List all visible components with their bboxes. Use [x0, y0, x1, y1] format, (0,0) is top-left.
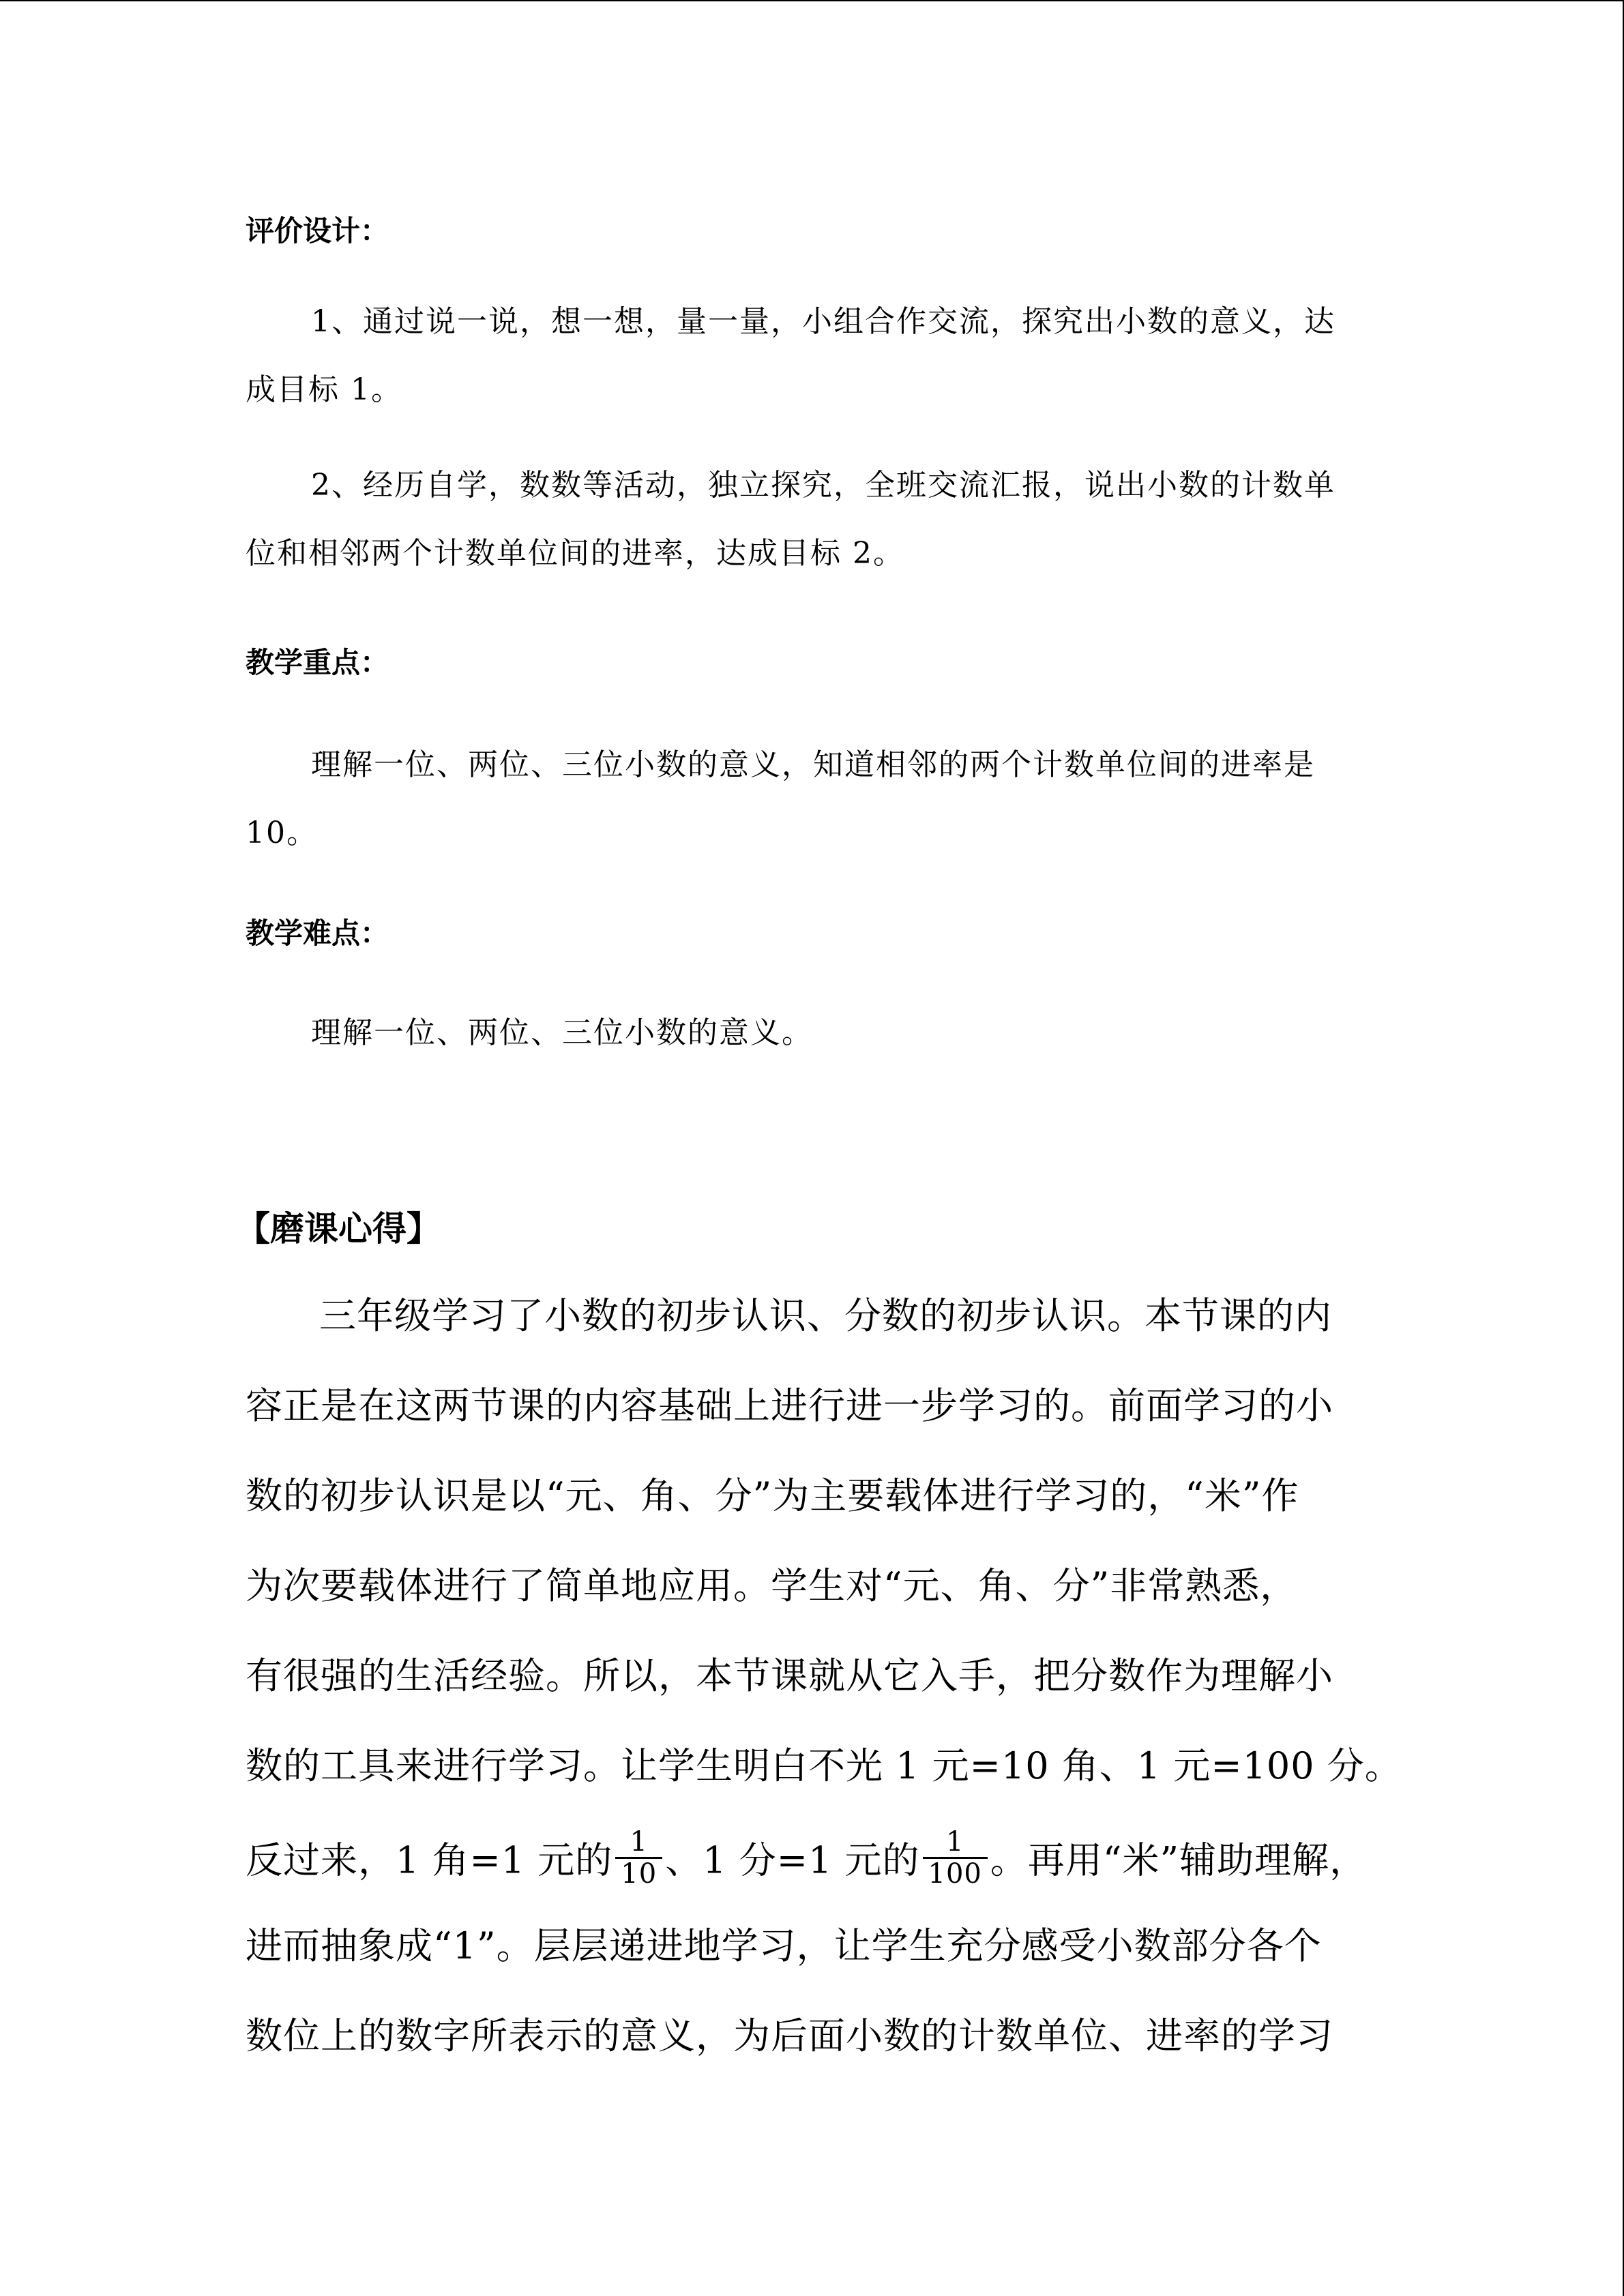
difficulty-text: [246, 999, 1378, 1067]
fraction-2-denominator: 100: [928, 1858, 982, 1890]
evaluation-item-1: [246, 288, 1378, 424]
key-point-line-1: 理解一位、两位、三位小数的意义，知道相邻的两个计数单位间的进率是: [311, 747, 1315, 782]
evaluation-item-2-line-1: 2、经历自学，数数等活动，独立探究，全班交流汇报，说出小数的计数单: [311, 468, 1335, 503]
reflection-line-7: [246, 1826, 1391, 1894]
key-point-heading: 教学重点：: [246, 646, 389, 679]
reflection-line-1: 三年级学习了小数的初步认识、分数的初步认识。本节课的内: [319, 1294, 1332, 1337]
reflection-line-9: 数位上的数字所表示的意义，为后面小数的计数单位、进率的学习: [246, 2014, 1333, 2057]
fraction-one-tenth: [615, 1827, 662, 1889]
evaluation-item-2-line-2: 位和相邻两个计数单位间的进率，达成目标 2。: [246, 536, 904, 571]
difficulty-heading: 教学难点：: [246, 916, 389, 950]
reflection-line-7-part-1: 反过来，1 角=1 元的: [246, 1838, 613, 1882]
fraction-1-numerator: 1: [615, 1827, 662, 1859]
key-point-text: [246, 731, 1378, 867]
reflection-line-5: 有很强的生活经验。所以，本节课就从它入手，把分数作为理解小: [246, 1654, 1333, 1697]
difficulty-line-1: 理解一位、两位、三位小数的意义。: [311, 1015, 813, 1050]
reflection-line-3: 数的初步认识是以“元、角、分”为主要载体进行学习的，“米”作: [246, 1474, 1299, 1517]
evaluation-item-1-line-1: 1、通过说一说，想一想，量一量，小组合作交流，探究出小数的意义，达: [311, 304, 1335, 339]
key-point-line-2: 10。: [246, 816, 318, 850]
evaluation-heading: 评价设计：: [246, 214, 389, 248]
reflection-line-6: 数的工具来进行学习。让学生明白不光 1 元=10 角、1 元=100 分。: [246, 1744, 1402, 1787]
reflection-line-4: 为次要载体进行了简单地应用。学生对“元、角、分”非常熟悉，: [246, 1564, 1298, 1607]
reflection-line-7-part-2: 、1 分=1 元的: [665, 1838, 920, 1882]
reflection-line-8: 进而抽象成“1”。层层递进地学习，让学生充分感受小数部分各个: [246, 1924, 1322, 1967]
reflection-line-2: 容正是在这两节课的内容基础上进行进一步学习的。前面学习的小: [246, 1384, 1333, 1427]
evaluation-item-1-line-2: 成目标 1。: [246, 372, 402, 407]
fraction-1-denominator: 10: [621, 1858, 658, 1890]
reflection-line-7-part-3: 。再用“米”辅助理解，: [990, 1838, 1368, 1882]
fraction-2-numerator: 1: [923, 1827, 988, 1859]
fraction-one-hundredth: [923, 1827, 988, 1889]
reflection-title: 【磨课心得】: [236, 1208, 441, 1249]
evaluation-item-2: [246, 451, 1378, 588]
